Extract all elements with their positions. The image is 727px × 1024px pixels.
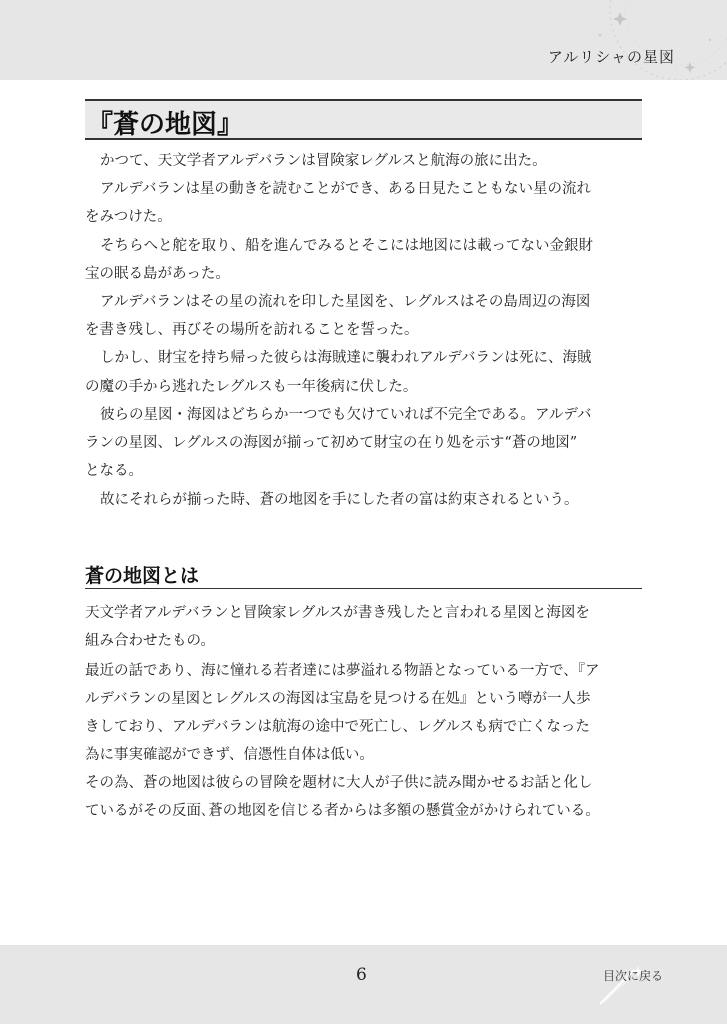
section-line: 天文学者アルデバランと冒険家レグルスが書き残したと言われる星図と海図を bbox=[85, 605, 590, 621]
section-line: きしており、アルデバランは航海の途中で死亡し、レグルスも病で亡くなった bbox=[85, 719, 590, 735]
intro-line: ランの星図、レグルスの海図が揃って初めて財宝の在り処を示す“蒼の地図” bbox=[85, 435, 578, 451]
intro-line: アルデバランはその星の流れを印した星図を、レグルスはその島周辺の海図 bbox=[100, 294, 591, 310]
intro-line: の魔の手から逃れたレグルスも一年後病に伏した。 bbox=[85, 379, 418, 395]
intro-line: 宝の眠る島があった。 bbox=[85, 266, 230, 282]
intro-line: アルデバランは星の動きを読むことができ、ある日見たこともない星の流れ bbox=[100, 181, 591, 197]
section-divider bbox=[85, 588, 642, 589]
section-line: ているがその反面､蒼の地図を信じる者からは多額の懸賞金がかけられている。 bbox=[85, 803, 600, 819]
intro-line: 故にそれらが揃った時、蒼の地図を手にした者の富は約束されるという。 bbox=[100, 492, 579, 508]
page-number: 6 bbox=[356, 965, 367, 985]
section-line: 組み合わせたもの。 bbox=[85, 633, 215, 649]
section-line: ルデバランの星図とレグルスの海図は宝島を見つける在処』という噂が一人歩 bbox=[85, 691, 591, 707]
header-title: アルリシャの星図 bbox=[547, 48, 675, 66]
intro-line: しかし、財宝を持ち帰った彼らは海賊達に襲われアルデバランは死に、海賊 bbox=[100, 350, 592, 366]
header-band bbox=[0, 0, 727, 80]
page-title: 『蒼の地図』 bbox=[87, 110, 244, 140]
page-title-box bbox=[85, 99, 642, 140]
section-line: 為に事実確認ができず、信憑性自体は低い。 bbox=[85, 747, 374, 763]
section-heading: 蒼の地図とは bbox=[85, 565, 200, 587]
intro-line: となる。 bbox=[85, 463, 143, 479]
back-to-toc-link[interactable]: 目次に戻る bbox=[602, 969, 663, 983]
star-decoration-icon bbox=[560, 0, 727, 80]
intro-line: かつて、天文学者アルデバランは冒険家レグルスと航海の旅に出た。 bbox=[100, 153, 547, 169]
intro-line: そちらへと舵を取り、船を進んでみるとそこには地図には載ってない金銀財 bbox=[100, 238, 593, 254]
intro-line: を書き残し、再びその場所を訪れることを誓った。 bbox=[85, 322, 419, 338]
intro-line: 彼らの星図・海図はどちらか一つでも欠けていれば不完全である。アルデバ bbox=[100, 407, 592, 423]
intro-line: をみつけた。 bbox=[85, 209, 172, 225]
section-line: その為、蒼の地図は彼らの冒険を題材に大人が子供に読み聞かせるお話と化し bbox=[85, 775, 593, 791]
section-line: 最近の話であり、海に憧れる若者達には夢溢れる物語となっている一方で、『ア bbox=[85, 663, 600, 679]
